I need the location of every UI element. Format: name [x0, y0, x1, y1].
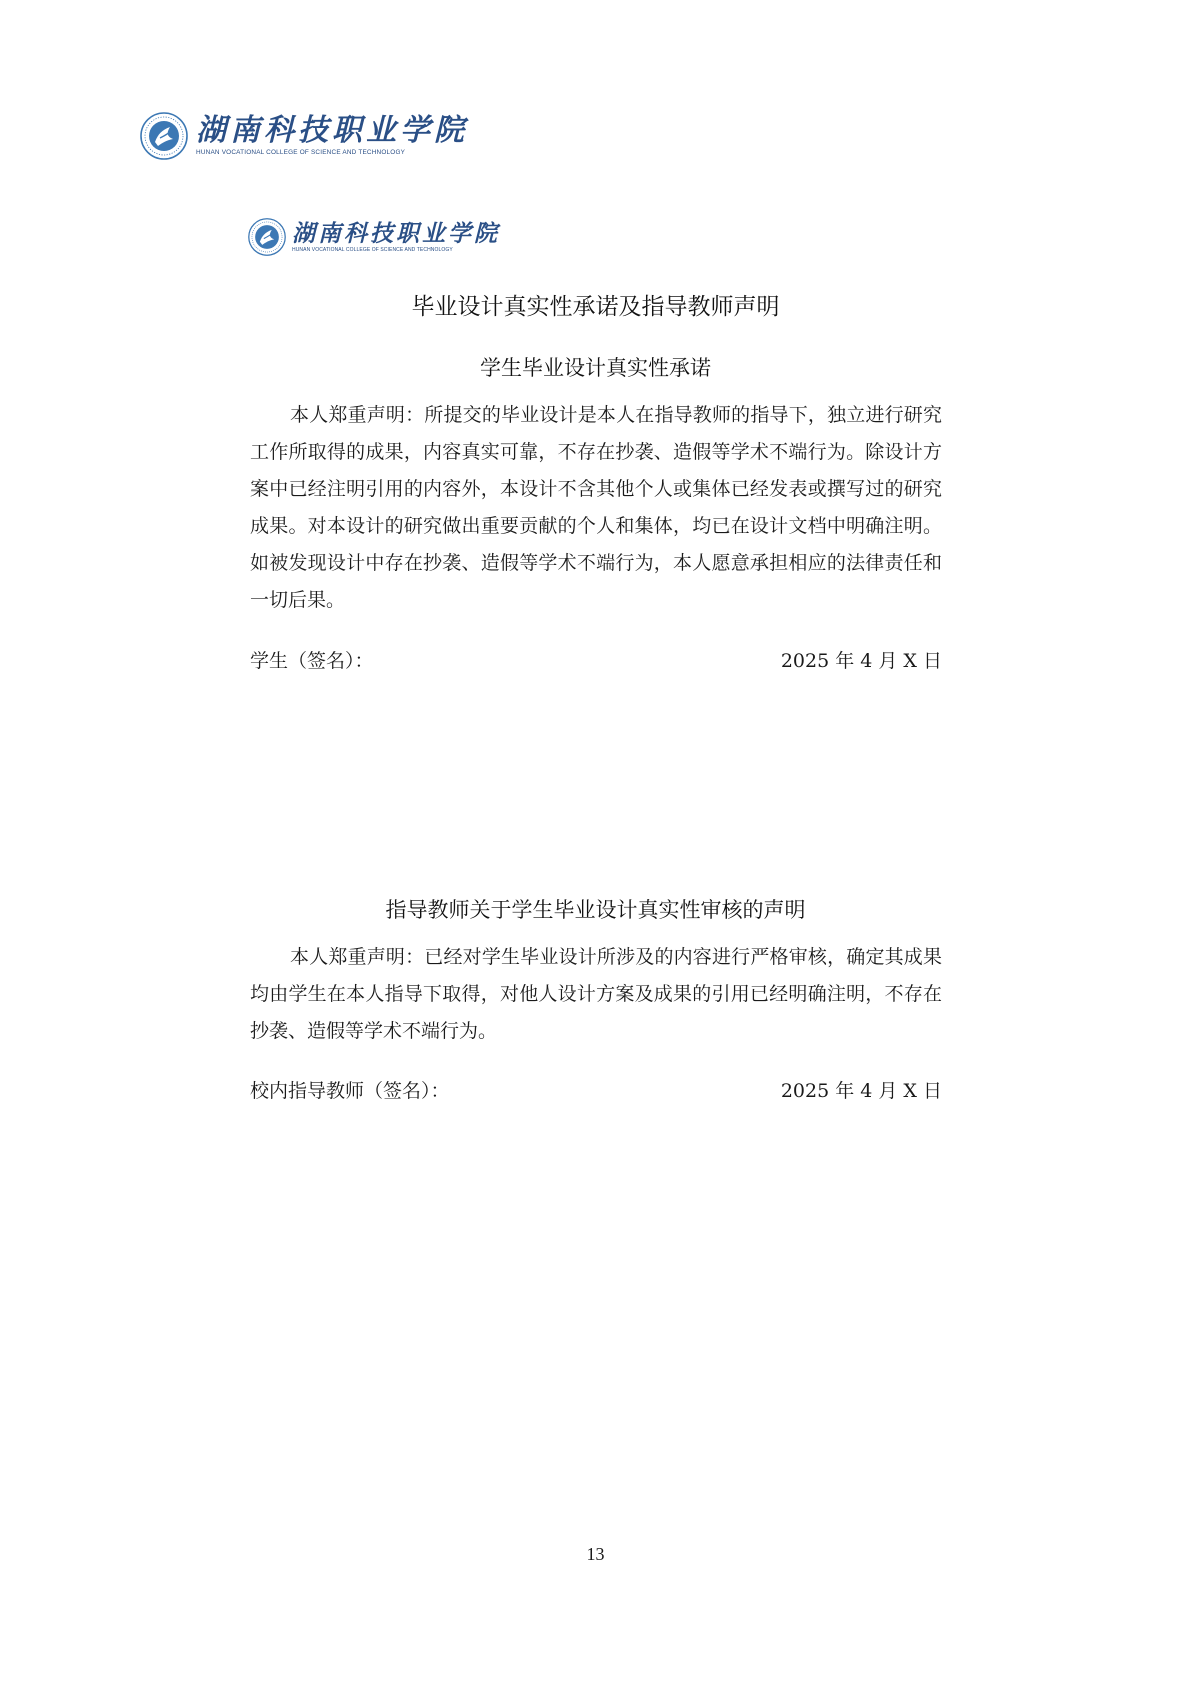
school-name-en: HUNAN VOCATIONAL COLLEGE OF SCIENCE AND TECHNOLOGY: [196, 148, 406, 156]
student-signature-date: 2025 年 4 月 X 日: [780, 650, 942, 672]
school-logo-small: [248, 218, 500, 256]
page-number: 13: [586, 1544, 605, 1564]
advisor-section-heading: 指导教师关于学生毕业设计真实性审核的声明: [385, 898, 806, 922]
school-logo-large: [140, 112, 468, 160]
school-wordmark: [292, 219, 500, 253]
school-name-en: HUNAN VOCATIONAL COLLEGE OF SCIENCE AND TECHNOLOGY: [292, 246, 453, 253]
advisor-statement-body: 本人郑重声明：已经对学生毕业设计所涉及的内容进行严格审核，确定其成果均由学生在本人指导下取得，对他人设计方案及成果的引用已经明确注明，不存在抄袭、造假等学术不端行为。: [250, 946, 942, 1042]
school-name-cn: 湖南科技职业学院: [196, 112, 468, 148]
advisor-signature-line: [250, 1077, 942, 1105]
student-pledge-body: 本人郑重声明：所提交的毕业设计是本人在指导教师的指导下，独立进行研究工作所取得的成果，内容真实可靠，不存在抄袭、造假等学术不端行为。除设计方案中已经注明引用的内容外，本设计不含其他个人或集体已经发表或撰写过的研究成果。对本设计的研究做出重要贡献的个人和集体，均已在设计文档中明确注明。如被发现设计中存在抄袭、造假等学术不端行为，本人愿意承担相应的法律责任和一切后果。: [250, 404, 942, 611]
school-seal-icon: [248, 218, 286, 256]
student-section-heading: 学生毕业设计真实性承诺: [480, 356, 711, 380]
document-title: 毕业设计真实性承诺及指导教师声明: [411, 294, 780, 320]
advisor-signature-label: 校内指导教师（签名）：: [250, 1080, 450, 1102]
student-signature-line: [250, 647, 942, 675]
student-signature-label: 学生（签名）：: [250, 650, 374, 672]
advisor-signature-date: 2025 年 4 月 X 日: [780, 1080, 942, 1102]
school-wordmark: [196, 112, 468, 156]
school-seal-icon: [140, 112, 188, 160]
school-name-cn: 湖南科技职业学院: [292, 219, 500, 247]
